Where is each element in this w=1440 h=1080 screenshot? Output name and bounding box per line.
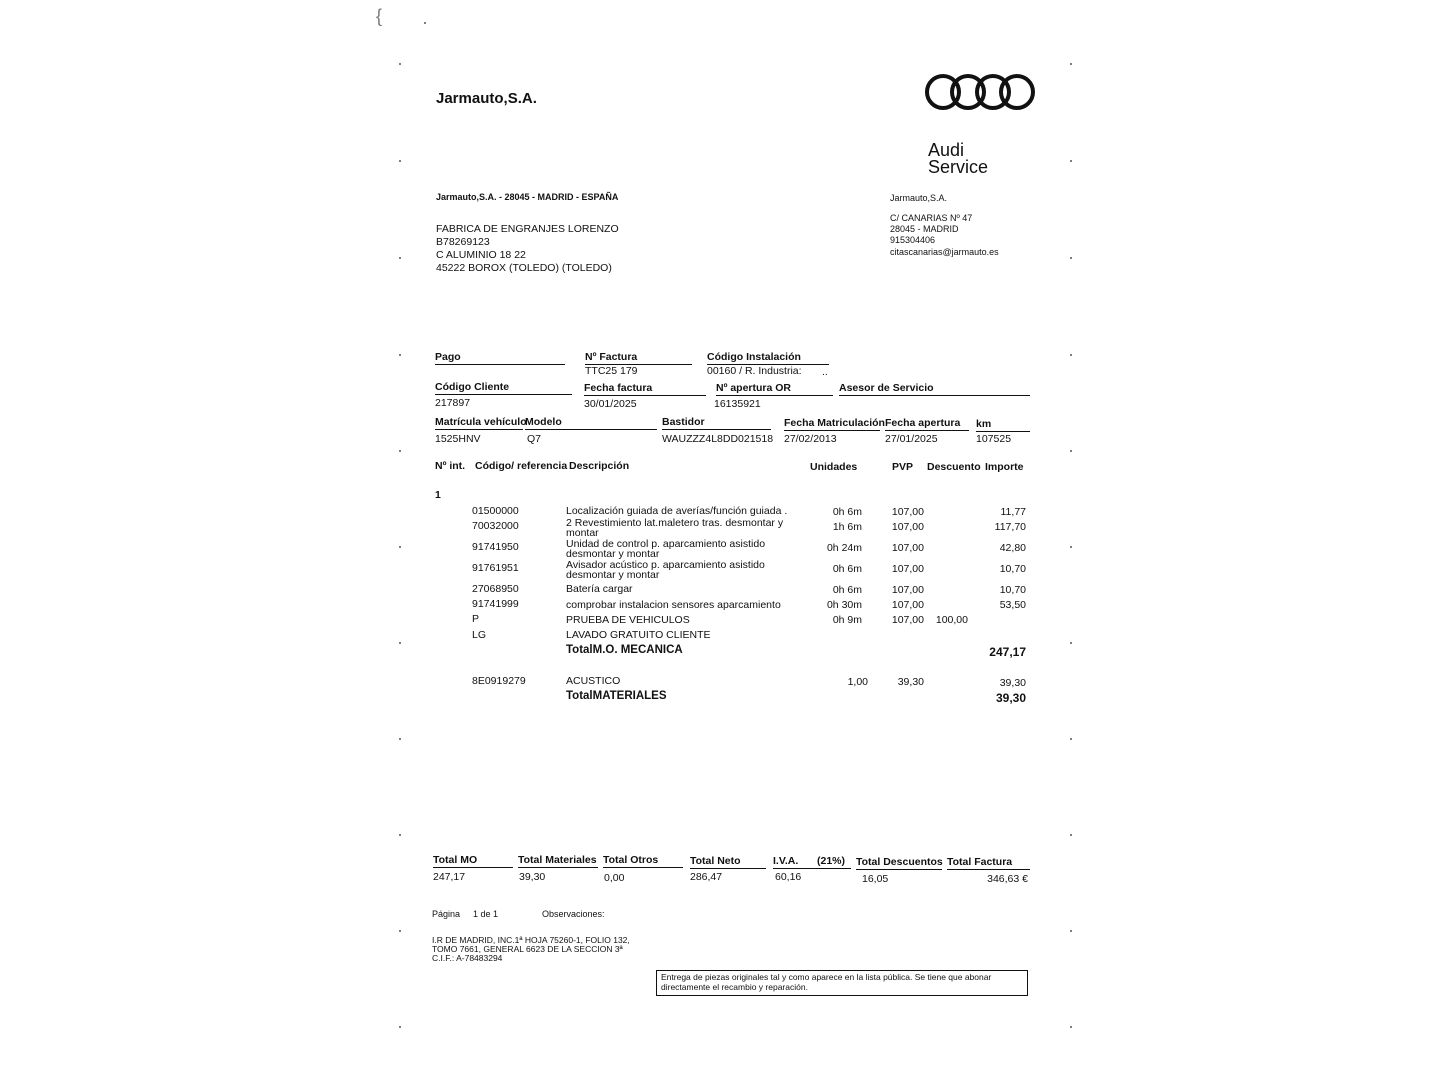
line-units: 0h 6m [832,563,862,575]
line-code: 91741999 [472,598,519,610]
line-units: 0h 6m [832,506,862,518]
recipient-name: FABRICA DE ENGRANJES LORENZO [436,223,619,235]
brand-line1: Audi [928,140,965,160]
page-label: Página [432,909,461,919]
line-pvp: 107,00 [891,599,924,611]
fecha-apertura-value: 27/01/2025 [885,433,938,445]
line-pvp: 107,00 [891,542,924,554]
recipient-address: C ALUMINIO 18 22 [436,249,526,261]
total-mo-value: 247,17 [433,871,466,883]
workshop-phone: 915304406 [890,235,936,245]
company-name: Jarmauto,S.A. [436,90,537,107]
factura-value: TTC25 179 [585,365,638,377]
fecha-apertura-label: Fecha apertura [885,417,969,431]
line-pvp: 107,00 [891,614,924,626]
registry-line2: TOMO 7661, GENERAL 6623 DE LA SECCION 3ª [432,944,623,954]
line-amount: 10,70 [999,563,1026,575]
line-pvp: 107,00 [891,521,924,533]
line-units: 1h 6m [832,521,862,533]
labor-total-value: 247,17 [989,645,1026,659]
labor-total-label: TotalM.O. MECANICA [566,644,683,656]
bastidor-label: Bastidor [662,416,771,430]
matricula-value: 1525HNV [435,433,481,445]
instalacion-extra: .. [822,366,828,378]
instalacion-value: 00160 / R. Industria: [707,365,802,377]
col-pvp: PVP [892,461,914,473]
total-otros-label: Total Otros [603,854,683,868]
line-desc: PRUEBA DE VEHICULOS [566,614,690,626]
sender-line: Jarmauto,S.A. - 28045 - MADRID - ESPAÑA [436,192,619,202]
workshop-name: Jarmauto,S.A. [890,193,948,203]
registry-line1: I.R DE MADRID, INC.1ª HOJA 75260-1, FOLIO 132, [432,935,630,945]
instalacion-label: Código Instalación [707,351,829,365]
group-number: 1 [435,489,441,501]
parts-note-box [656,970,1028,996]
scan-mark: { [376,6,383,26]
total-factura-value: 346,63 € [987,873,1028,885]
total-mat-value: 39,30 [519,871,546,883]
line-amount: 53,50 [999,599,1026,611]
apertura-or-value: 16135921 [714,398,761,410]
line-amount: 10,70 [999,584,1026,596]
line-desc: Unidad de control p. aparcamiento asistido [566,538,766,550]
material-amount: 39,30 [999,677,1026,689]
audi-rings-logo [924,72,1036,112]
material-total-value: 39,30 [995,691,1026,705]
line-units: 0h 30m [826,599,862,611]
modelo-label: Modelo [525,416,657,430]
material-total-label: TotalMATERIALES [566,690,667,702]
total-factura-label: Total Factura [947,856,1030,870]
line-desc: comprobar instalacion sensores aparcamiento [566,599,781,611]
line-discount: 100,00 [935,614,968,626]
line-units: 0h 9m [832,614,862,626]
line-code: 91741950 [472,541,519,553]
col-desc: Descripción [569,460,630,472]
factura-label: Nº Factura [585,351,692,365]
line-desc: Batería cargar [566,583,633,595]
note-line2: directamente el recambio y reparación. [661,981,808,992]
line-desc: Avisador acústico p. aparcamiento asistido [566,559,765,571]
matricula-label: Matrícula vehículo [435,416,527,428]
line-code: 70032000 [472,520,519,532]
line-amount: 11,77 [1000,506,1026,518]
line-code: 91761951 [472,562,519,574]
line-code: P [472,613,480,625]
total-otros-value: 0,00 [604,872,625,884]
line-desc-2: desmontar y montar [566,569,660,581]
line-code: LG [472,629,487,641]
brand-line2: Service [928,157,989,177]
total-desc-label: Total Descuentos [856,856,943,868]
col-discount: Descuento [927,461,981,473]
iva-rate: (21%) [817,855,846,867]
col-amount: Importe [985,461,1024,473]
line-desc: LAVADO GRATUITO CLIENTE [566,629,711,641]
material-pvp: 39,30 [897,676,924,688]
line-pvp: 107,00 [891,506,924,518]
col-units: Unidades [810,461,858,473]
page-value: 1 de 1 [473,909,499,919]
observations-label: Observaciones: [542,909,605,919]
workshop-city: 28045 - MADRID [890,224,959,234]
asesor-label: Asesor de Servicio [839,382,1030,396]
fecha-matric-label: Fecha Matriculación [784,417,885,429]
cliente-label: Código Cliente [435,381,572,395]
fecha-factura-value: 30/01/2025 [584,398,637,410]
col-num: Nº int. [435,460,466,472]
line-units: 0h 24m [826,542,862,554]
apertura-or-label: Nº apertura OR [716,382,833,396]
line-desc: 2 Revestimiento lat.maletero tras. desmontar y [566,517,784,529]
material-code: 8E0919279 [472,675,526,687]
fecha-factura-label: Fecha factura [584,382,706,396]
total-desc-value: 16,05 [862,873,889,885]
recipient-cif: B78269123 [436,236,490,248]
line-code: 27068950 [472,583,519,595]
modelo-value: Q7 [527,433,542,445]
total-mat-label: Total Materiales [518,854,597,866]
note-line1: Entrega de piezas originales tal y como aparece en la lista pública. Se tiene que abonar [661,972,992,982]
iva-value: 60,16 [775,871,802,883]
material-desc: ACUSTICO [566,675,621,687]
line-pvp: 107,00 [891,584,924,596]
material-units: 1,00 [847,676,868,688]
bastidor-value: WAUZZZ4L8DD021518 [662,433,774,445]
iva-label: I.V.A. [773,855,851,869]
line-units: 0h 6m [832,584,862,596]
line-desc-2: montar [566,527,599,539]
line-desc-2: desmontar y montar [566,548,660,560]
recipient-city: 45222 BOROX (TOLEDO) (TOLEDO) [436,262,612,274]
total-mo-label: Total MO [433,854,513,868]
total-neto-label: Total Neto [690,855,766,869]
line-desc: Localización guiada de averías/función guiada . [566,505,788,517]
line-amount: 117,70 [994,521,1026,533]
pago-label: Pago [435,351,565,365]
fecha-matric-value: 27/02/2013 [784,433,837,445]
line-pvp: 107,00 [891,563,924,575]
workshop-email: citascanarias@jarmauto.es [890,247,999,257]
col-code: Código/ referencia [475,460,568,472]
km-label: km [976,418,1030,432]
line-code: 01500000 [472,505,519,517]
workshop-address: C/ CANARIAS Nº 47 [890,213,973,223]
registry-line3: C.I.F.: A-78483294 [432,953,503,963]
cliente-value: 217897 [435,397,471,409]
line-amount: 42,80 [999,542,1026,554]
total-neto-value: 286,47 [690,871,723,883]
km-value: 107525 [976,433,1012,445]
